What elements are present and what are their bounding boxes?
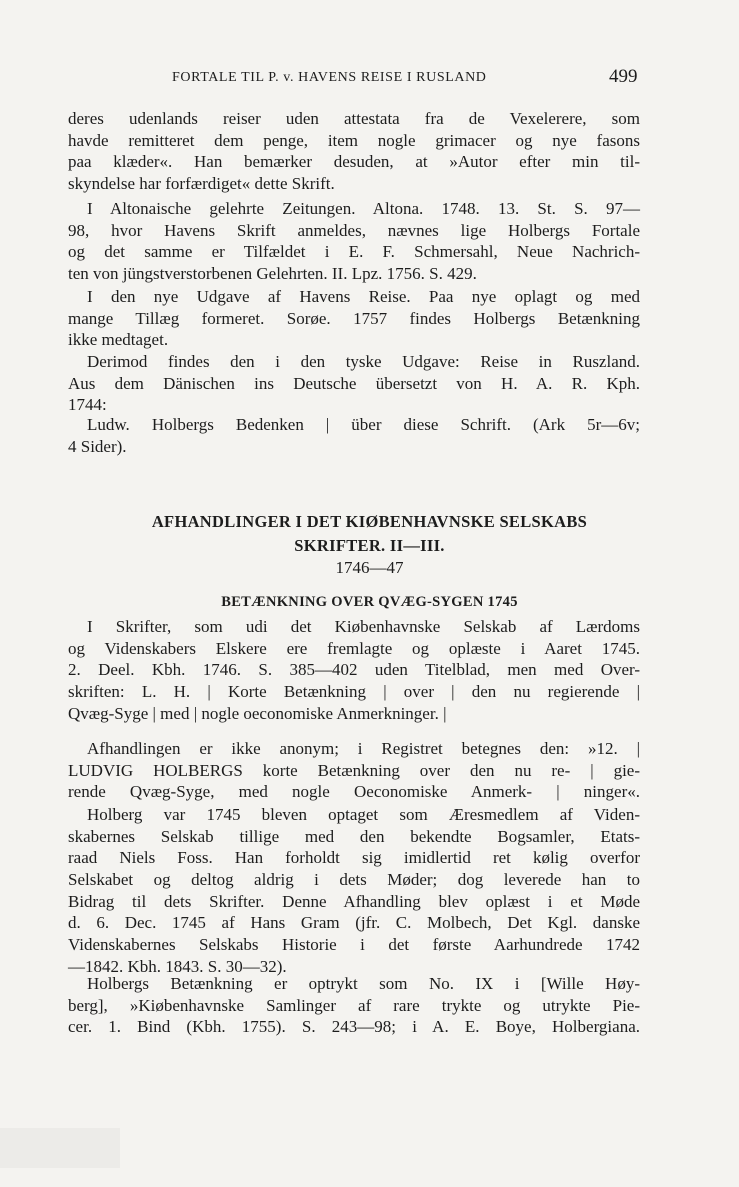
running-head [0,66,739,90]
text-line: 98, hvor Havens Skrift anmeldes, nævnes lige Holbergs Fortale [68,220,640,240]
page-number: 499 [609,66,638,87]
text-line: Bidrag til dets Skrifter. Denne Afhandling blev oplæst i et Møde [68,891,640,911]
text-line: I Skrifter, som udi det Kiøbenhavnske Selskab af Lærdoms [87,617,640,636]
text-line: Videnskabernes Selskabs Historie i det første Aarhundrede 1742 [68,935,640,955]
paragraph-tyske-udgave [68,351,640,416]
paragraph-altonaische [68,198,640,285]
paragraph-optrykt [68,973,640,1038]
text-line: Holbergs Betænkning er optrykt som No. IX i [Wille Høy- [87,974,640,993]
text-line: skabernes Selskab tillige med den bekendte Bogsamler, Etats- [68,826,640,846]
text-line: Holberg var 1745 bleven optaget som Æresmedlem af Viden- [87,805,640,824]
running-title: FORTALE TIL P. v. HAVENS REISE I RUSLAND [172,70,487,85]
section-title-line1: AFHANDLINGER I DET KIØBENHAVNSKE SELSKABS [151,512,588,531]
section-years: 1746—47 [335,558,404,577]
text-line: cer. 1. Bind (Kbh. 1755). S. 243—98; i A. E. Boye, Holbergiana. [68,1017,640,1037]
text-line: paa klæder«. Han bemærker desuden, at »Autor efter min til- [68,152,640,172]
paragraph-quote-end [68,108,640,195]
paragraph-holberg-1745 [68,804,640,978]
text-line: Ludw. Holbergs Bedenken | über diese Schrift. (Ark 5r—6v; [87,415,640,434]
text-line: raad Niels Foss. Han forholdt sig imidlertid ret kølig overfor [68,848,640,868]
text-line: skriften: L. H. | Korte Betænkning | over | den nu regierende | [68,682,640,702]
text-line: I den nye Udgave af Havens Reise. Paa nye oplagt og med [87,287,640,306]
paragraph-skrifter [68,616,640,724]
text-line: LUDVIG HOLBERGS korte Betænkning over den nu re- | gie- [68,760,640,780]
text-line: I Altonaische gelehrte Zeitungen. Altona. 1748. 13. St. S. 97— [87,199,640,218]
paragraph-nye-udgave [68,286,640,351]
text-line: 1744: [68,395,107,415]
text-line: deres udenlands reiser uden attestata fra de Vexelerere, som [68,109,640,128]
text-line: Afhandlingen er ikke anonym; i Registret betegnes den: »12. | [87,739,640,758]
text-line: mange Tillæg formeret. Sorøe. 1757 findes Holbergs Betænkning [68,308,640,328]
text-line: rende Qvæg-Syge, med nogle Oeconomiske Anmerk- | ninger«. [68,782,640,802]
text-line: og det samme er Tilfældet i E. F. Schmersahl, Neue Nachrich- [68,242,640,262]
text-line: og Videnskabers Elskere ere fremlagte og oplæste i Aaret 1745. [68,638,640,658]
text-line: ikke medtaget. [68,330,169,350]
text-line: skyndelse har forfærdiget« dette Skrift. [68,174,335,194]
text-line: Qvæg-Syge | med | nogle oeconomiske Anmerkninger. | [68,703,447,723]
text-line: Aus dem Dänischen ins Deutsche übersetzt von H. A. R. Kph. [68,373,640,393]
text-line: 4 Sider). [68,436,127,456]
section-title-line2: SKRIFTER. II—III. [294,536,445,555]
section-subtitle: BETÆNKNING OVER QVÆG-SYGEN 1745 [221,594,518,610]
text-line: berg], »Kiøbenhavnske Samlinger af rare trykte og utrykte Pie- [68,995,640,1015]
text-line: Selskabet og deltog aldrig i dets Møder; dog leverede han to [68,870,640,890]
text-line: Derimod findes den i den tyske Udgave: Reise in Ruszland. [87,352,640,371]
text-line: —1842. Kbh. 1843. S. 30—32). [68,956,287,976]
text-line: havde remitteret dem penge, item nogle grimacer og nye fasons [68,130,640,150]
paragraph-bedenken [68,414,640,457]
scan-edge-mark [0,1128,120,1168]
text-line: 2. Deel. Kbh. 1746. S. 385—402 uden Titelblad, men med Over- [68,660,640,680]
text-line: ten von jüngstverstorbenen Gelehrten. II. Lpz. 1756. S. 429. [68,264,477,284]
paragraph-afhandlingen [68,738,640,803]
text-line: d. 6. Dec. 1745 af Hans Gram (jfr. C. Molbech, Det Kgl. danske [68,913,640,933]
